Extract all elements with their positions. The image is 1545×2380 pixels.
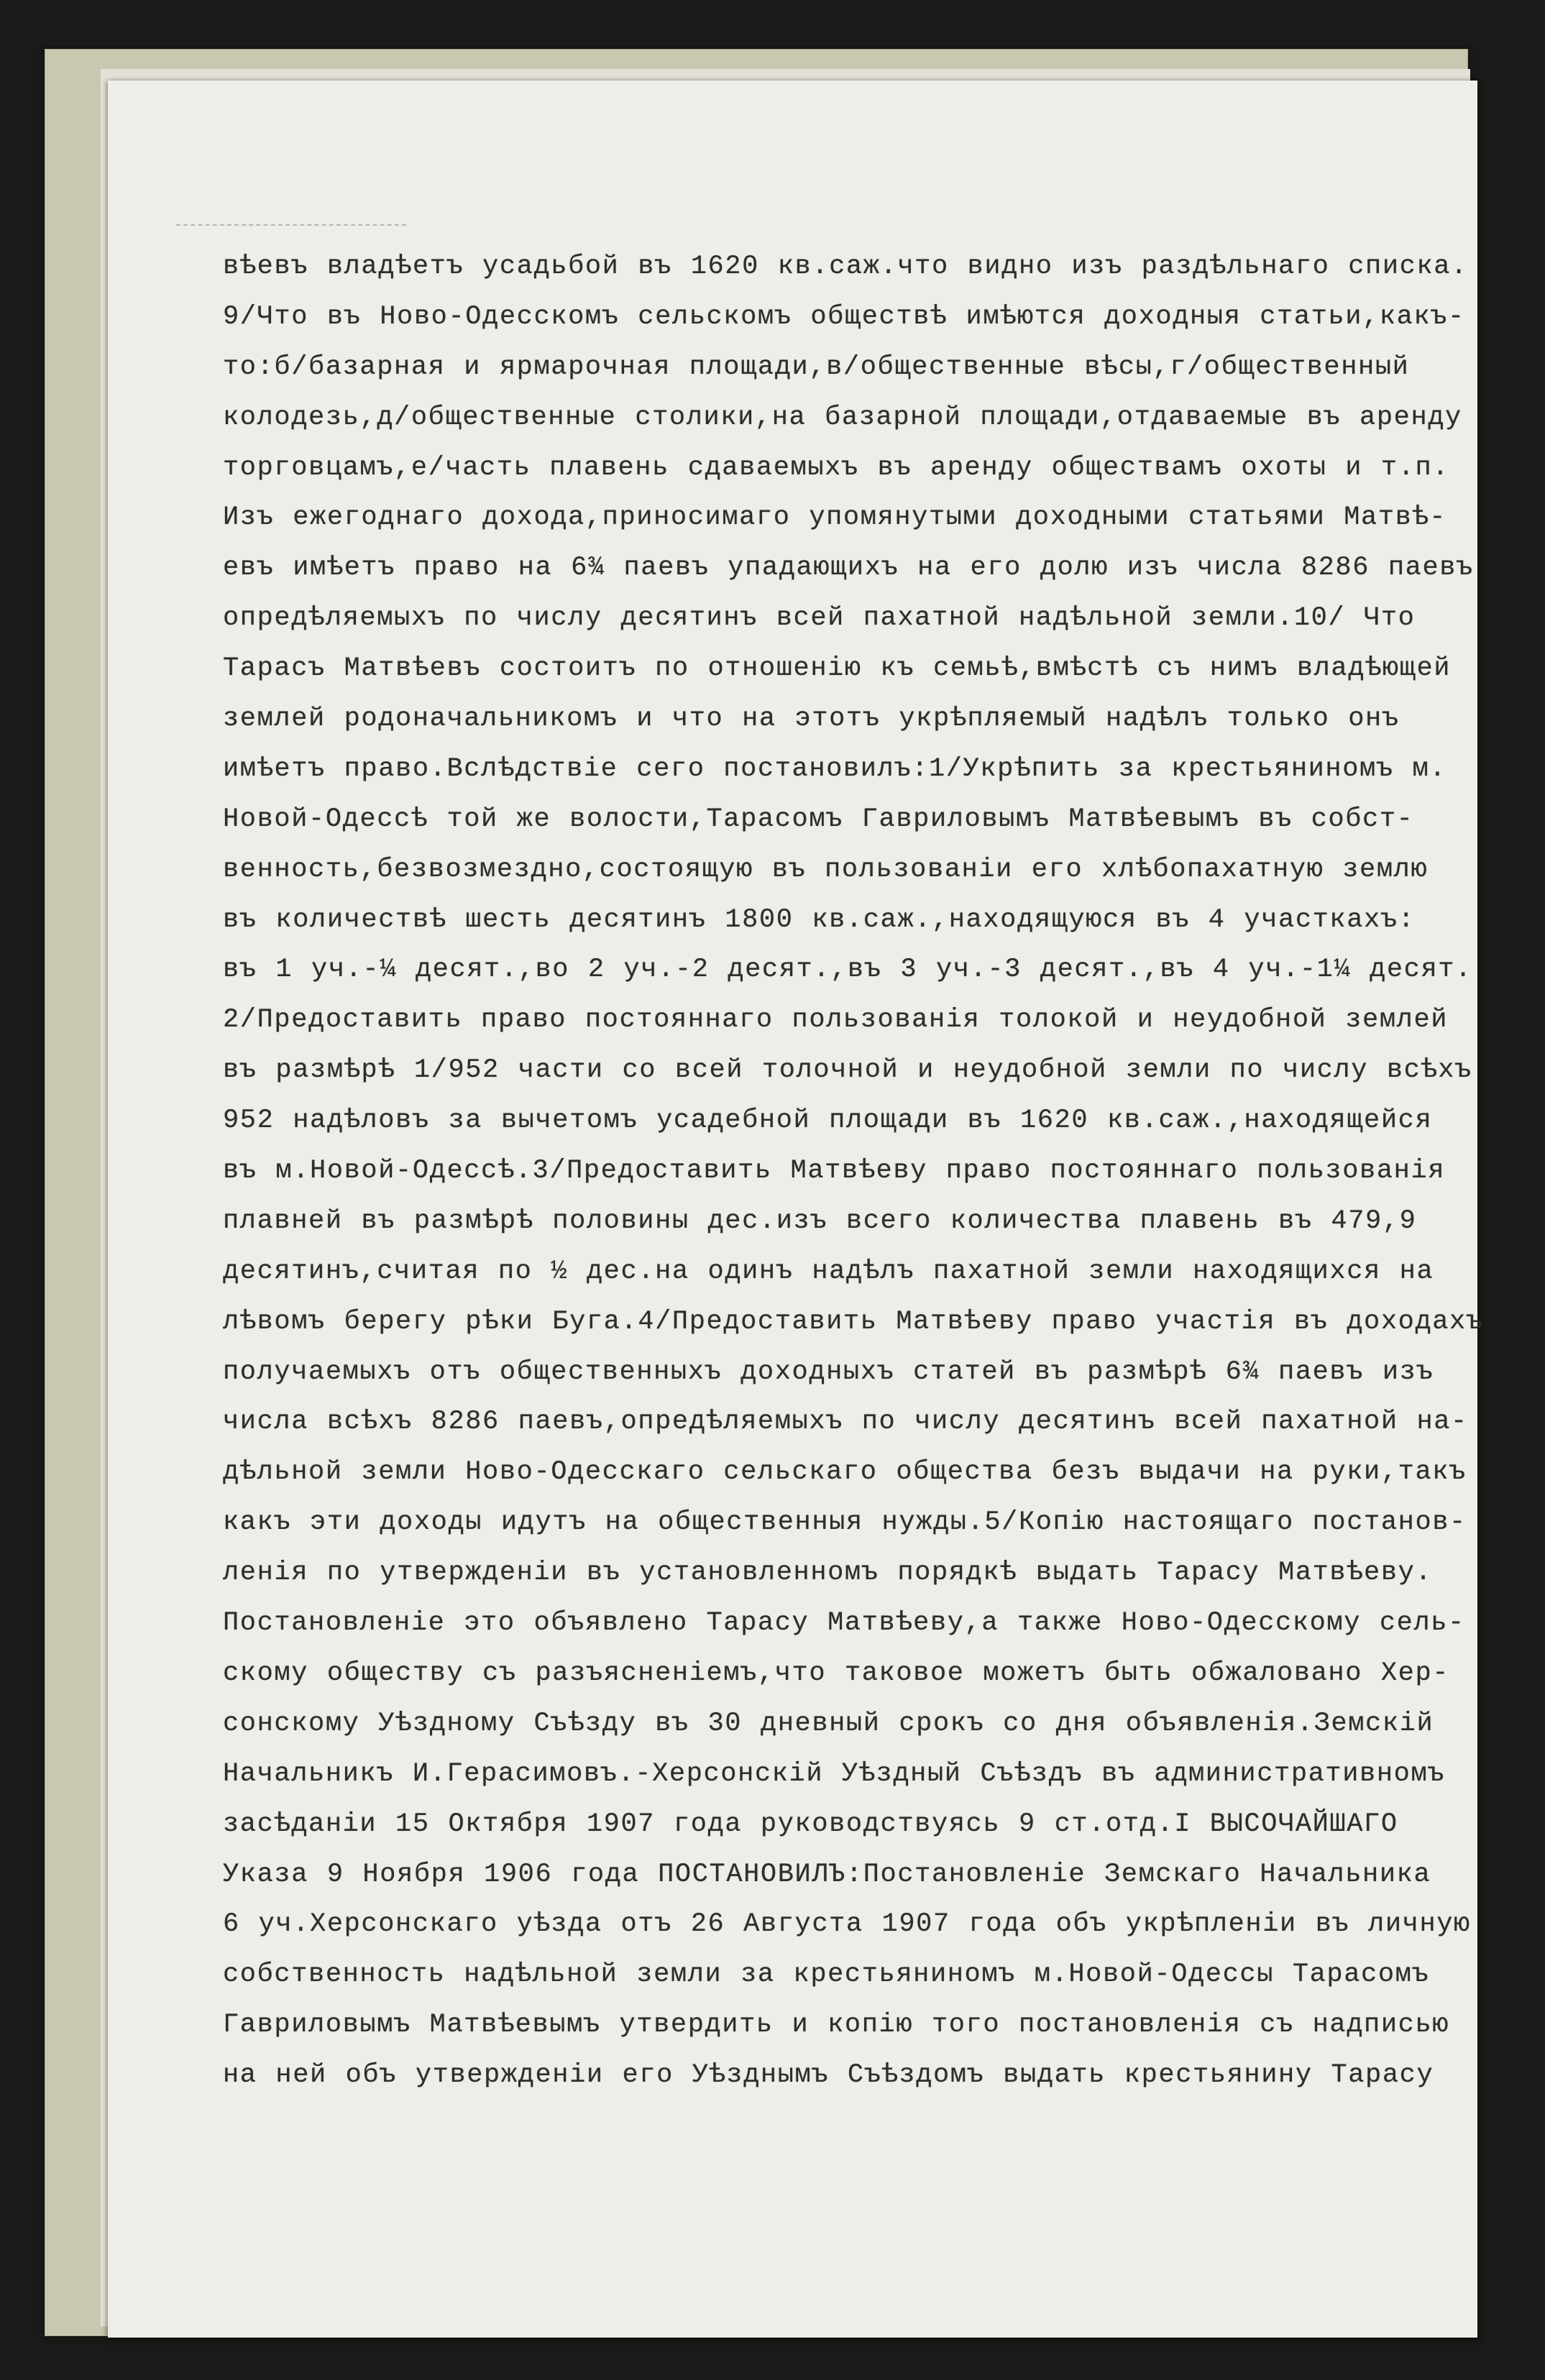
text-line: въ количествѣ шесть десятинъ 1800 кв.саж.,находящуюся въ 4 участкахъ: <box>223 904 1416 935</box>
text-line: 9/Что въ Ново-Одесскомъ сельскомъ обществѣ имѣются доходныя статьи,какъ- <box>223 301 1465 332</box>
typed-text-block <box>223 242 1495 2101</box>
text-line: въ 1 уч.-¼ десят.,во 2 уч.-2 десят.,въ 3 уч.-3 десят.,въ 4 уч.-1¼ десят. <box>223 955 1472 985</box>
text-line: лѣвомъ берегу рѣки Буга.4/Предоставить Матвѣеву право участія въ доходахъ <box>223 1306 1484 1337</box>
text-line: плавней въ размѣрѣ половины дес.изъ всего количества плавень въ 479,9 <box>223 1205 1417 1236</box>
text-line: Указа 9 Ноября 1906 года ПОСТАНОВИЛЪ:Постановленіе Земскаго Начальника <box>223 1859 1431 1890</box>
document-page <box>108 81 1484 2338</box>
text-line: получаемыхъ отъ общественныхъ доходныхъ статей въ размѣрѣ 6¾ паевъ изъ <box>223 1356 1434 1387</box>
text-line: въ м.Новой-Одессѣ.3/Предоставить Матвѣеву право постояннаго пользованія <box>223 1156 1446 1187</box>
text-line: Начальникъ И.Герасимовъ.-Херсонскій Уѣздный Съѣздъ въ административномъ <box>223 1758 1446 1789</box>
text-line: 2/Предоставить право постояннаго пользованія толокой и неудобной землей <box>223 1005 1449 1036</box>
text-line: землей родоначальникомъ и что на этотъ укрѣпляемый надѣлъ только онъ <box>223 704 1400 735</box>
text-line: венность,безвозмездно,состоящую въ пользованіи его хлѣбопахатную землю <box>223 854 1429 885</box>
text-line: собственность надѣльной земли за крестьяниномъ м.Новой-Одессы Тарасомъ <box>223 1959 1430 1990</box>
text-line: скому обществу съ разъясненіемъ,что таковое можетъ быть обжаловано Хер- <box>223 1658 1450 1688</box>
text-line: дѣльной земли Ново-Одесскаго сельскаго общества безъ выдачи на руки,такъ <box>223 1457 1467 1488</box>
text-line: опредѣляемыхъ по числу десятинъ всей пахатной надѣльной земли.10/ Что <box>223 603 1416 634</box>
text-line: торговцамъ,е/часть плавень сдаваемыхъ въ аренду обществамъ охоты и т.п. <box>223 452 1450 483</box>
text-line: десятинъ,считая по ½ дес.на одинъ надѣлъ пахатной земли находящихся на <box>223 1256 1434 1287</box>
text-line: 6 уч.Херсонскаго уѣзда отъ 26 Августа 1907 года объ укрѣпленіи въ личную <box>223 1909 1471 1940</box>
text-line: 952 надѣловъ за вычетомъ усадебной площади въ 1620 кв.саж.,находящейся <box>223 1106 1433 1136</box>
text-line: сонскому Уѣздному Съѣзду въ 30 дневный срокъ со дня объявленія.Земскій <box>223 1708 1434 1739</box>
text-line: Новой-Одессѣ той же волости,Тарасомъ Гавриловымъ Матвѣевымъ въ собст- <box>223 804 1414 835</box>
text-line: Постановленіе это объявлено Тарасу Матвѣеву,а также Ново-Одесскому сель- <box>223 1608 1465 1639</box>
text-line: числа всѣхъ 8286 паевъ,опредѣляемыхъ по числу десятинъ всей пахатной на- <box>223 1407 1468 1438</box>
text-line: въ размѣрѣ 1/952 части со всей толочной и неудобной земли по числу всѣхъ <box>223 1055 1472 1086</box>
text-line: Гавриловымъ Матвѣевымъ утвердить и копію того постановленія съ надписью <box>223 2010 1450 2041</box>
top-dashed-rule <box>176 224 406 226</box>
text-line: какъ эти доходы идутъ на общественныя нужды.5/Копію настоящаго постанов- <box>223 1507 1467 1538</box>
text-line: то:б/базарная и ярмарочная площади,в/общественные вѣсы,г/общественный <box>223 352 1410 382</box>
text-line: ленія по утвержденіи въ установленномъ порядкѣ выдать Тарасу Матвѣеву. <box>223 1558 1433 1589</box>
text-line: засѣданіи 15 Октября 1907 года руководствуясь 9 ст.отд.I ВЫСОЧАЙШАГО <box>223 1809 1398 1839</box>
text-line: евъ имѣетъ право на 6¾ паевъ упадающихъ на его долю изъ числа 8286 паевъ <box>223 553 1474 584</box>
text-line: вѣевъ владѣетъ усадьбой въ 1620 кв.саж.что видно изъ раздѣльнаго списка. <box>223 252 1468 282</box>
text-line: на ней объ утвержденіи его Уѣзднымъ Съѣздомъ выдать крестьянину Тарасу <box>223 2060 1434 2091</box>
text-line: Изъ ежегоднаго дохода,приносимаго упомянутыми доходными статьями Матвѣ- <box>223 502 1447 533</box>
text-line: Тарасъ Матвѣевъ состоитъ по отношенію къ семьѣ,вмѣстѣ съ нимъ владѣющей <box>223 653 1452 684</box>
text-line: имѣетъ право.Вслѣдствіе сего постановилъ:1/Укрѣпить за крестьяниномъ м. <box>223 753 1447 784</box>
text-line: колодезь,д/общественные столики,на базарной площади,отдаваемые въ аренду <box>223 402 1462 433</box>
